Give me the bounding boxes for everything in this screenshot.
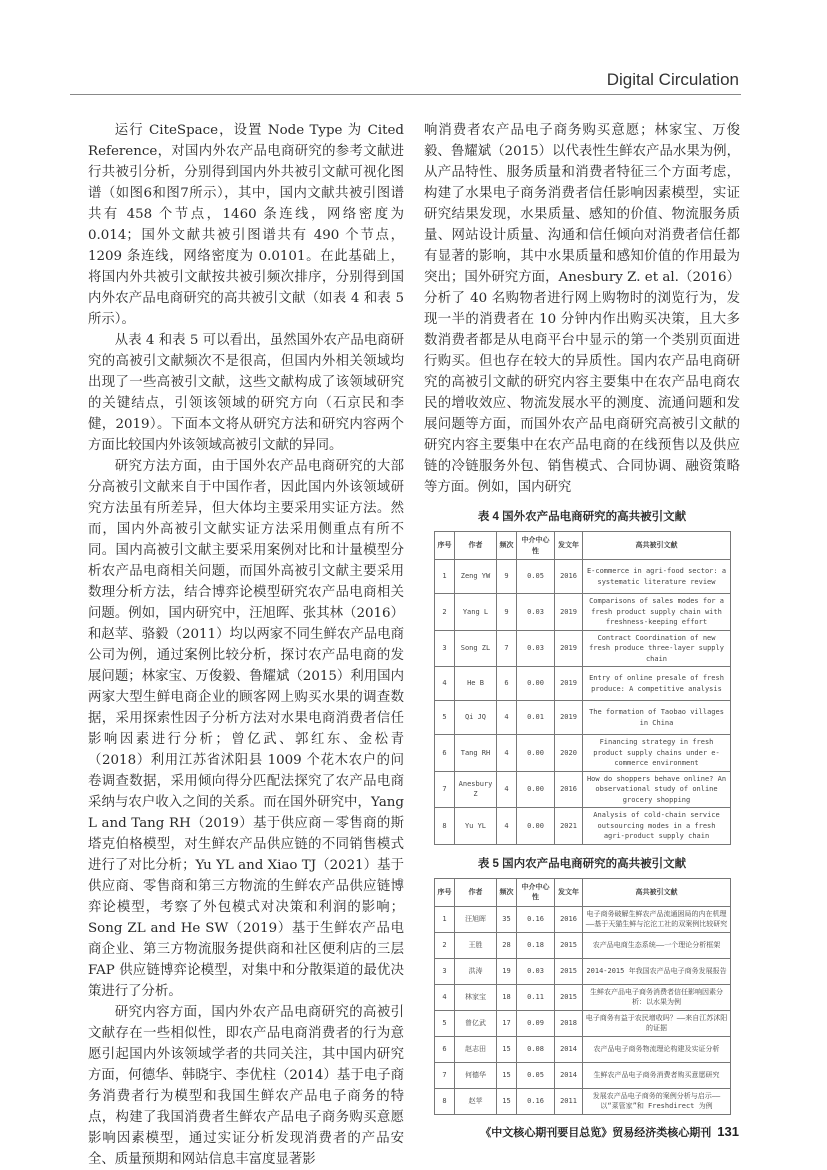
table-row	[435, 984, 731, 1010]
table-row	[435, 594, 731, 631]
table-cell: 5	[435, 701, 455, 735]
table-cell: 3	[435, 958, 455, 984]
table-cell: 生鲜农产品电子商务消费者购买意愿研究	[583, 1062, 731, 1088]
table-cell: 电子商务破解生鲜农产品流通困局的内在机理——基于天猫生鲜与沱沱工社的双案例比较研究	[583, 906, 731, 932]
table-row	[435, 1062, 731, 1088]
table-cell: The formation of Taobao villages in China	[583, 701, 731, 735]
table-cell: 18	[497, 984, 517, 1010]
table-cell: 2020	[555, 735, 583, 772]
table-cell: 2015	[555, 932, 583, 958]
paragraph: 运行 CiteSpace，设置 Node Type 为 Cited Reference，对国内外农产品电商研究的参考文献进行共被引分析，分别得到国内外共被引文献可视化图谱（如图6和图7所示），其中，国内文献共被引图谱共有 458 个节点，1460 条连线，网络密度为 0.014；国外文献共被引图谱共有 490 个节点，1209 条连线，网络密度为 0.0101。在此基础上，将国内外共被引文献按共被引频次排序，分别得到国内外农产品电商研究的高共被引文献（如表 4 和表 5 所示）。	[88, 123, 404, 327]
table-row	[435, 808, 731, 845]
table-cell: 0.11	[517, 984, 555, 1010]
table-cell: 1	[435, 560, 455, 594]
table-cell: 15	[497, 1036, 517, 1062]
paragraph: 从表 4 和表 5 可以看出，虽然国外农产品电商研究的高被引文献频次不是很高，但国内外相关领域均出现了一些高被引文献，这些文献构成了该领域研究的关键结点，引领该领域的研究方向（石京民和李健，2019）。下面本文将从研究方法和研究内容两个方面比较国内外该领域高被引文献的异同。	[88, 333, 404, 453]
page-footer	[480, 1124, 739, 1140]
column-header: 发文年	[555, 878, 583, 906]
table-cell: 曾亿武	[455, 1010, 497, 1036]
table-cell: 2015	[555, 958, 583, 984]
table-cell: 2	[435, 932, 455, 958]
table-cell: 生鲜农产品电子商务消费者信任影响因素分析：以水果为例	[583, 984, 731, 1010]
table-cell: 4	[497, 735, 517, 772]
table-row	[435, 735, 731, 772]
table-cell: 5	[435, 1010, 455, 1036]
table-5-caption: 表 5 国内农产品电商研究的高共被引文献	[477, 857, 687, 870]
table-cell: Comparisons of sales modes for a fresh product supply chain with freshness-keeping effort	[583, 594, 731, 631]
table-cell: 2016	[555, 771, 583, 808]
table-cell: He B	[455, 667, 497, 701]
table-5	[434, 878, 731, 1115]
table-cell: 何德华	[455, 1062, 497, 1088]
column-header: 作者	[455, 532, 497, 560]
table-cell: 0.00	[517, 771, 555, 808]
table-cell: 0.16	[517, 906, 555, 932]
table-cell: 2015	[555, 984, 583, 1010]
table-cell: 2016	[555, 906, 583, 932]
column-header: 频次	[497, 878, 517, 906]
table-cell: 6	[497, 667, 517, 701]
table-cell: 电子商务有益于农民增收吗？——来自江苏沭阳的证据	[583, 1010, 731, 1036]
table-cell: 9	[497, 560, 517, 594]
header-rule	[70, 94, 741, 95]
table-row	[435, 1036, 731, 1062]
table-cell: 2014-2015 年我国农产品电子商务发展报告	[583, 958, 731, 984]
table-cell: 6	[435, 1036, 455, 1062]
table-cell: 8	[435, 808, 455, 845]
table-cell: Qi JQ	[455, 701, 497, 735]
table-4-caption: 表 4 国外农产品电商研究的高共被引文献	[477, 511, 687, 523]
table-row	[435, 906, 731, 932]
column-header: 发文年	[555, 532, 583, 560]
column-header: 序号	[435, 532, 455, 560]
table-cell: Tang RH	[455, 735, 497, 772]
column-header: 高共被引文献	[583, 532, 731, 560]
table-row	[435, 630, 731, 667]
table-cell: 2019	[555, 667, 583, 701]
column-header: 序号	[435, 878, 455, 906]
table-cell: How do shoppers behave online? An observational study of online grocery shopping	[583, 771, 731, 808]
column-header: 频次	[497, 532, 517, 560]
table-row	[435, 958, 731, 984]
table-cell: 17	[497, 1010, 517, 1036]
table-row	[435, 771, 731, 808]
table-cell: 发展农产品电子商务的案例分析与启示——以“菜管家”和 Freshdirect 为例	[583, 1088, 731, 1114]
table-cell: 1	[435, 906, 455, 932]
left-column	[88, 120, 404, 1170]
paragraph: 响消费者农产品电子商务购买意愿；林家宝、万俊毅、鲁耀斌（2015）以代表性生鲜农产品水果为例，从产品特性、服务质量和消费者特征三个方面考虑，构建了水果电子商务消费者信任影响因素模型，实证研究结果发现，水果质量、感知的价值、物流服务质量、网站设计质量、沟通和信任倾向对消费者信任都有显著的影响，其中水果质量和感知价值的作用最为突出；国外研究方面，Anesbury Z. et al.（2016）分析了 40 名购物者进行网上购物时的浏览行为，发现一半的消费者在 10 分钟内作出购买决策，且大多数消费者都是从电商平台中显示的第一个类别页面进行购买。但也存在较大的异质性。国内农产品电商研究的高被引文献的研究内容主要集中在农产品电商农民的增收效应、物流发展水平的测度、流通问题和发展问题等方面，而国外农产品电商研究高被引文献的研究内容主要集中在农产品电商的在线预售以及供应链的冷链服务外包、销售模式、合同协调、融资策略等方面。例如，国内研究	[424, 123, 740, 495]
table-cell: 28	[497, 932, 517, 958]
table-cell: 赵苹	[455, 1088, 497, 1114]
table-cell: 0.01	[517, 701, 555, 735]
table-cell: 农产品电子商务物流理论构建及实证分析	[583, 1036, 731, 1062]
table-cell: 2019	[555, 630, 583, 667]
table-cell: 0.09	[517, 1010, 555, 1036]
table-4	[434, 531, 731, 845]
table-row	[435, 1088, 731, 1114]
table-cell: Anesbury Z	[455, 771, 497, 808]
table-cell: 2	[435, 594, 455, 631]
table-cell: 洪涛	[455, 958, 497, 984]
table-cell: Yang L	[455, 594, 497, 631]
table-cell: 2014	[555, 1036, 583, 1062]
table-row	[435, 932, 731, 958]
journal-section-title: Digital Circulation	[606, 70, 739, 89]
table-cell: 4	[435, 667, 455, 701]
table-cell: Yu YL	[455, 808, 497, 845]
table-cell: 35	[497, 906, 517, 932]
table-cell: 6	[435, 735, 455, 772]
table-cell: 0.18	[517, 932, 555, 958]
table-cell: 3	[435, 630, 455, 667]
table-cell: 0.08	[517, 1036, 555, 1062]
table-cell: Song ZL	[455, 630, 497, 667]
table-cell: 4	[497, 771, 517, 808]
table-cell: 0.03	[517, 630, 555, 667]
table-cell: 0.05	[517, 560, 555, 594]
column-header: 高共被引文献	[583, 878, 731, 906]
table-cell: 0.03	[517, 958, 555, 984]
table-cell: 2018	[555, 1010, 583, 1036]
table-cell: 15	[497, 1062, 517, 1088]
table-cell: 2021	[555, 808, 583, 845]
table-cell: 0.05	[517, 1062, 555, 1088]
table-cell: 4	[435, 984, 455, 1010]
table-cell: 0.00	[517, 808, 555, 845]
table-row	[435, 560, 731, 594]
table-cell: 2011	[555, 1088, 583, 1114]
table-cell: 7	[435, 1062, 455, 1088]
table-cell: 0.03	[517, 594, 555, 631]
table-cell: 2016	[555, 560, 583, 594]
column-header: 作者	[455, 878, 497, 906]
table-cell: 汪旭晖	[455, 906, 497, 932]
column-header: 中介中心性	[517, 878, 555, 906]
table-cell: Analysis of cold-chain service outsourcing modes in a fresh agri-product supply chain	[583, 808, 731, 845]
table-cell: 8	[435, 1088, 455, 1114]
table-cell: 7	[435, 771, 455, 808]
column-header: 中介中心性	[517, 532, 555, 560]
right-column	[424, 120, 740, 1115]
table-cell: 15	[497, 1088, 517, 1114]
table-cell: 0.16	[517, 1088, 555, 1114]
table-row	[435, 1010, 731, 1036]
table-cell: 4	[497, 808, 517, 845]
footer-journal: 《中文核心期刊要目总览》贸易经济类核心期刊	[480, 1127, 712, 1139]
table-cell: 9	[497, 594, 517, 631]
table-cell: 农产品电商生态系统——一个理论分析框架	[583, 932, 731, 958]
page-number: 131	[717, 1124, 739, 1139]
table-row	[435, 667, 731, 701]
table-cell: Zeng YW	[455, 560, 497, 594]
table-row	[435, 701, 731, 735]
table-cell: 林家宝	[455, 984, 497, 1010]
table-cell: 2019	[555, 701, 583, 735]
table-cell: Entry of online presale of fresh produce: A competitive analysis	[583, 667, 731, 701]
table-cell: Financing strategy in fresh product supply chains under e-commerce environment	[583, 735, 731, 772]
paragraph: 研究内容方面，国内外农产品电商研究的高被引文献存在一些相似性，即农产品电商消费者的行为意愿引起国内外该领域学者的共同关注，其中国内研究方面，何德华、韩晓宇、李优柱（2014）基于电子商务消费者行为模型和我国生鲜农产品电子商务的特点，构建了我国消费者生鲜农产品电子商务购买意愿影响因素模型，通过实证分析发现消费者的产品安全、质量预期和网站信息丰富度显著影	[88, 1005, 404, 1167]
table-cell: Contract Coordination of new fresh produce three-layer supply chain	[583, 630, 731, 667]
table-cell: E-commerce in agri-food sector: a systematic literature review	[583, 560, 731, 594]
paragraph: 研究方法方面，由于国外农产品电商研究的大部分高被引文献来自于中国作者，因此国内外该领域研究方法虽有所差异，但大体均主要采用实证方法。然而，国内外高被引文献实证方法采用侧重点有所不同。国内高被引文献主要采用案例对比和计量模型分析农产品电商相关问题，而国外高被引文献主要采用数理分析方法，结合博弈论模型研究农产品电商相关问题。例如，国内研究中，汪旭晖、张其林（2016）和赵苹、骆毅（2011）均以两家不同生鲜农产品电商公司为例，通过案例比较分析，探讨农产品电商的发展问题；林家宝、万俊毅、鲁耀斌（2015）利用国内两家大型生鲜电商企业的顾客网上购买水果的调查数据，采用探索性因子分析方法对水果电商消费者信任影响因素进行分析；曾亿武、郭红东、金松青（2018）利用江苏省沭阳县 1009 个花木农户的问卷调查数据，采用倾向得分匹配法探究了农产品电商采纳与农户收入之间的关系。而在国外研究中，Yang L and Tang RH（2019）基于供应商－零售商的斯塔克伯格模型，对生鲜农产品供应链的不同销售模式进行了对比分析；Yu YL and Xiao TJ（2021）基于供应商、零售商和第三方物流的生鲜农产品供应链博弈论模型，考察了外包模式对决策和利润的影响；Song ZL and He SW（2019）基于生鲜农产品电商企业、第三方物流服务提供商和社区便利店的三层 FAP 供应链博弈论模型，对集中和分散渠道的最优决策进行了分析。	[88, 459, 404, 999]
table-cell: 2019	[555, 594, 583, 631]
table-cell: 7	[497, 630, 517, 667]
table-cell: 0.00	[517, 735, 555, 772]
table-cell: 0.00	[517, 667, 555, 701]
table-cell: 2014	[555, 1062, 583, 1088]
table-cell: 19	[497, 958, 517, 984]
table-cell: 赵志田	[455, 1036, 497, 1062]
table-cell: 4	[497, 701, 517, 735]
table-cell: 王胜	[455, 932, 497, 958]
